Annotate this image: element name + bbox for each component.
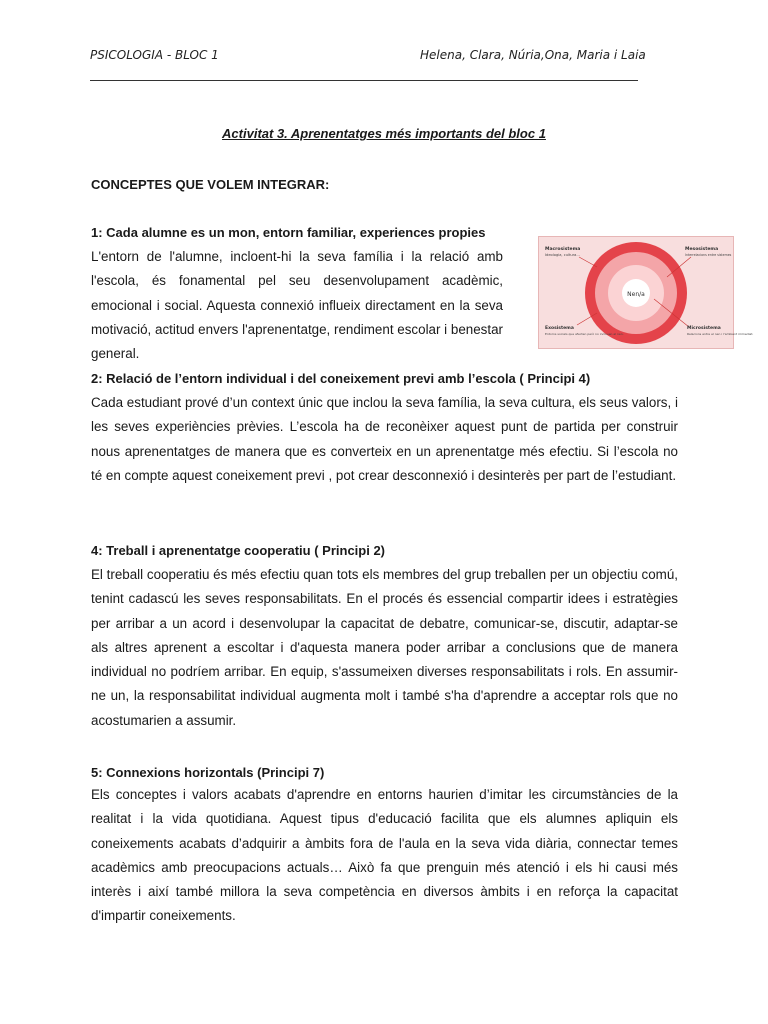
section-5-heading: 5: Connexions horizontals (Principi 7) [91, 765, 325, 780]
section-4-heading: 4: Treball i aprenentatge cooperatiu ( Principi 2) [91, 543, 386, 558]
ecological-systems-figure [538, 236, 754, 349]
section-2-body: Cada estudiant prové d’un context únic que inclou la seva família, la seva cultura, els seus valors, i les seves experiències prèvies. L’escola ha de reconèixer aquest punt de partida per construir nous aprenentatges de manera que es converteix en un aprenentatge més efectiu. Si l’escola no té en compte aquest coneixement previ , pot crear desconnexió i desinterès per part de l’estudiant. [91, 395, 678, 483]
center-label: Nen/a [627, 291, 645, 298]
section-intro: CONCEPTES QUE VOLEM INTEGRAR: [91, 177, 330, 192]
exosistema-desc: Entorns socials que afecten però no inclouen el nen. [545, 332, 624, 336]
microsistema-desc: Relacions entre el nen i l'ambient immediat. [687, 332, 754, 336]
macrosistema-title: Macrosistema [545, 247, 581, 252]
section-1-heading: 1: Cada alumne es un mon, entorn familiar, experiences propies [91, 225, 486, 240]
page-title: Activitat 3. Aprenentatges més importants del bloc 1 [222, 126, 546, 141]
header-rule [90, 80, 638, 81]
section-5-body: Els conceptes i valors acabats d'aprendre en entorns haurien d’imitar les circumstàncies de la realitat i la vida quotidiana. Aquest tipus d'educació facilita que els alumnes apliquin els coneixements acabats d’adquirir a àmbits fora de l'aula en la seva vida diària, connectar temes acadèmics amb preocupacions actuals… Això fa que prenguin més atenció i els hi causi més interès i així també millora la seva competència en diversos àmbits i en reforça la capacitat d'impartir coneixements. [91, 787, 678, 924]
section-4-body: El treball cooperatiu és més efectiu quan tots els membres del grup treballen per un objectiu comú, tenint cadascú les seves responsabilitats. En el procés és essencial compartir idees i estratègies per arribar a un acord i desenvolupar la capacitat de debatre, comunicar-se, discutir, adaptar-se als altres aprenent a escoltar i d'aquesta manera poder arribar a conclusions que de manera individual no podríem arribar. En equip, s'assumeixen diverses responsabilitats i rols. En assumir-ne un, la responsabilitat individual augmenta molt i també s'ha d'aprendre a acceptar rols que no acostumarien a assumir. [91, 567, 678, 728]
authors-label: Helena, Clara, Núria,Ona, Maria i Laia [420, 48, 646, 62]
mesosistema-title: Mesosistema [685, 247, 719, 252]
section-1-body: L'entorn de l'alumne, incloent-hi la seva família i la relació amb l'escola, és fonamental pel seu desenvolupament acadèmic, emocional i social. Aquesta connexió influeix directament en la seva motivació, actitud envers l'aprenentatge, rendiment escolar i benestar general. [91, 249, 503, 362]
exosistema-title: Exosistema [545, 326, 574, 331]
section-2-heading: 2: Relació de l’entorn individual i del coneixement previ amb l’escola ( Principi 4) [91, 371, 591, 386]
course-label: PSICOLOGIA - BLOC 1 [90, 48, 219, 62]
macrosistema-desc: Ideologia, cultura... [545, 253, 580, 257]
mesosistema-desc: Interrelacions entre sistemes [685, 253, 732, 257]
microsistema-title: Microsistema [687, 326, 721, 331]
